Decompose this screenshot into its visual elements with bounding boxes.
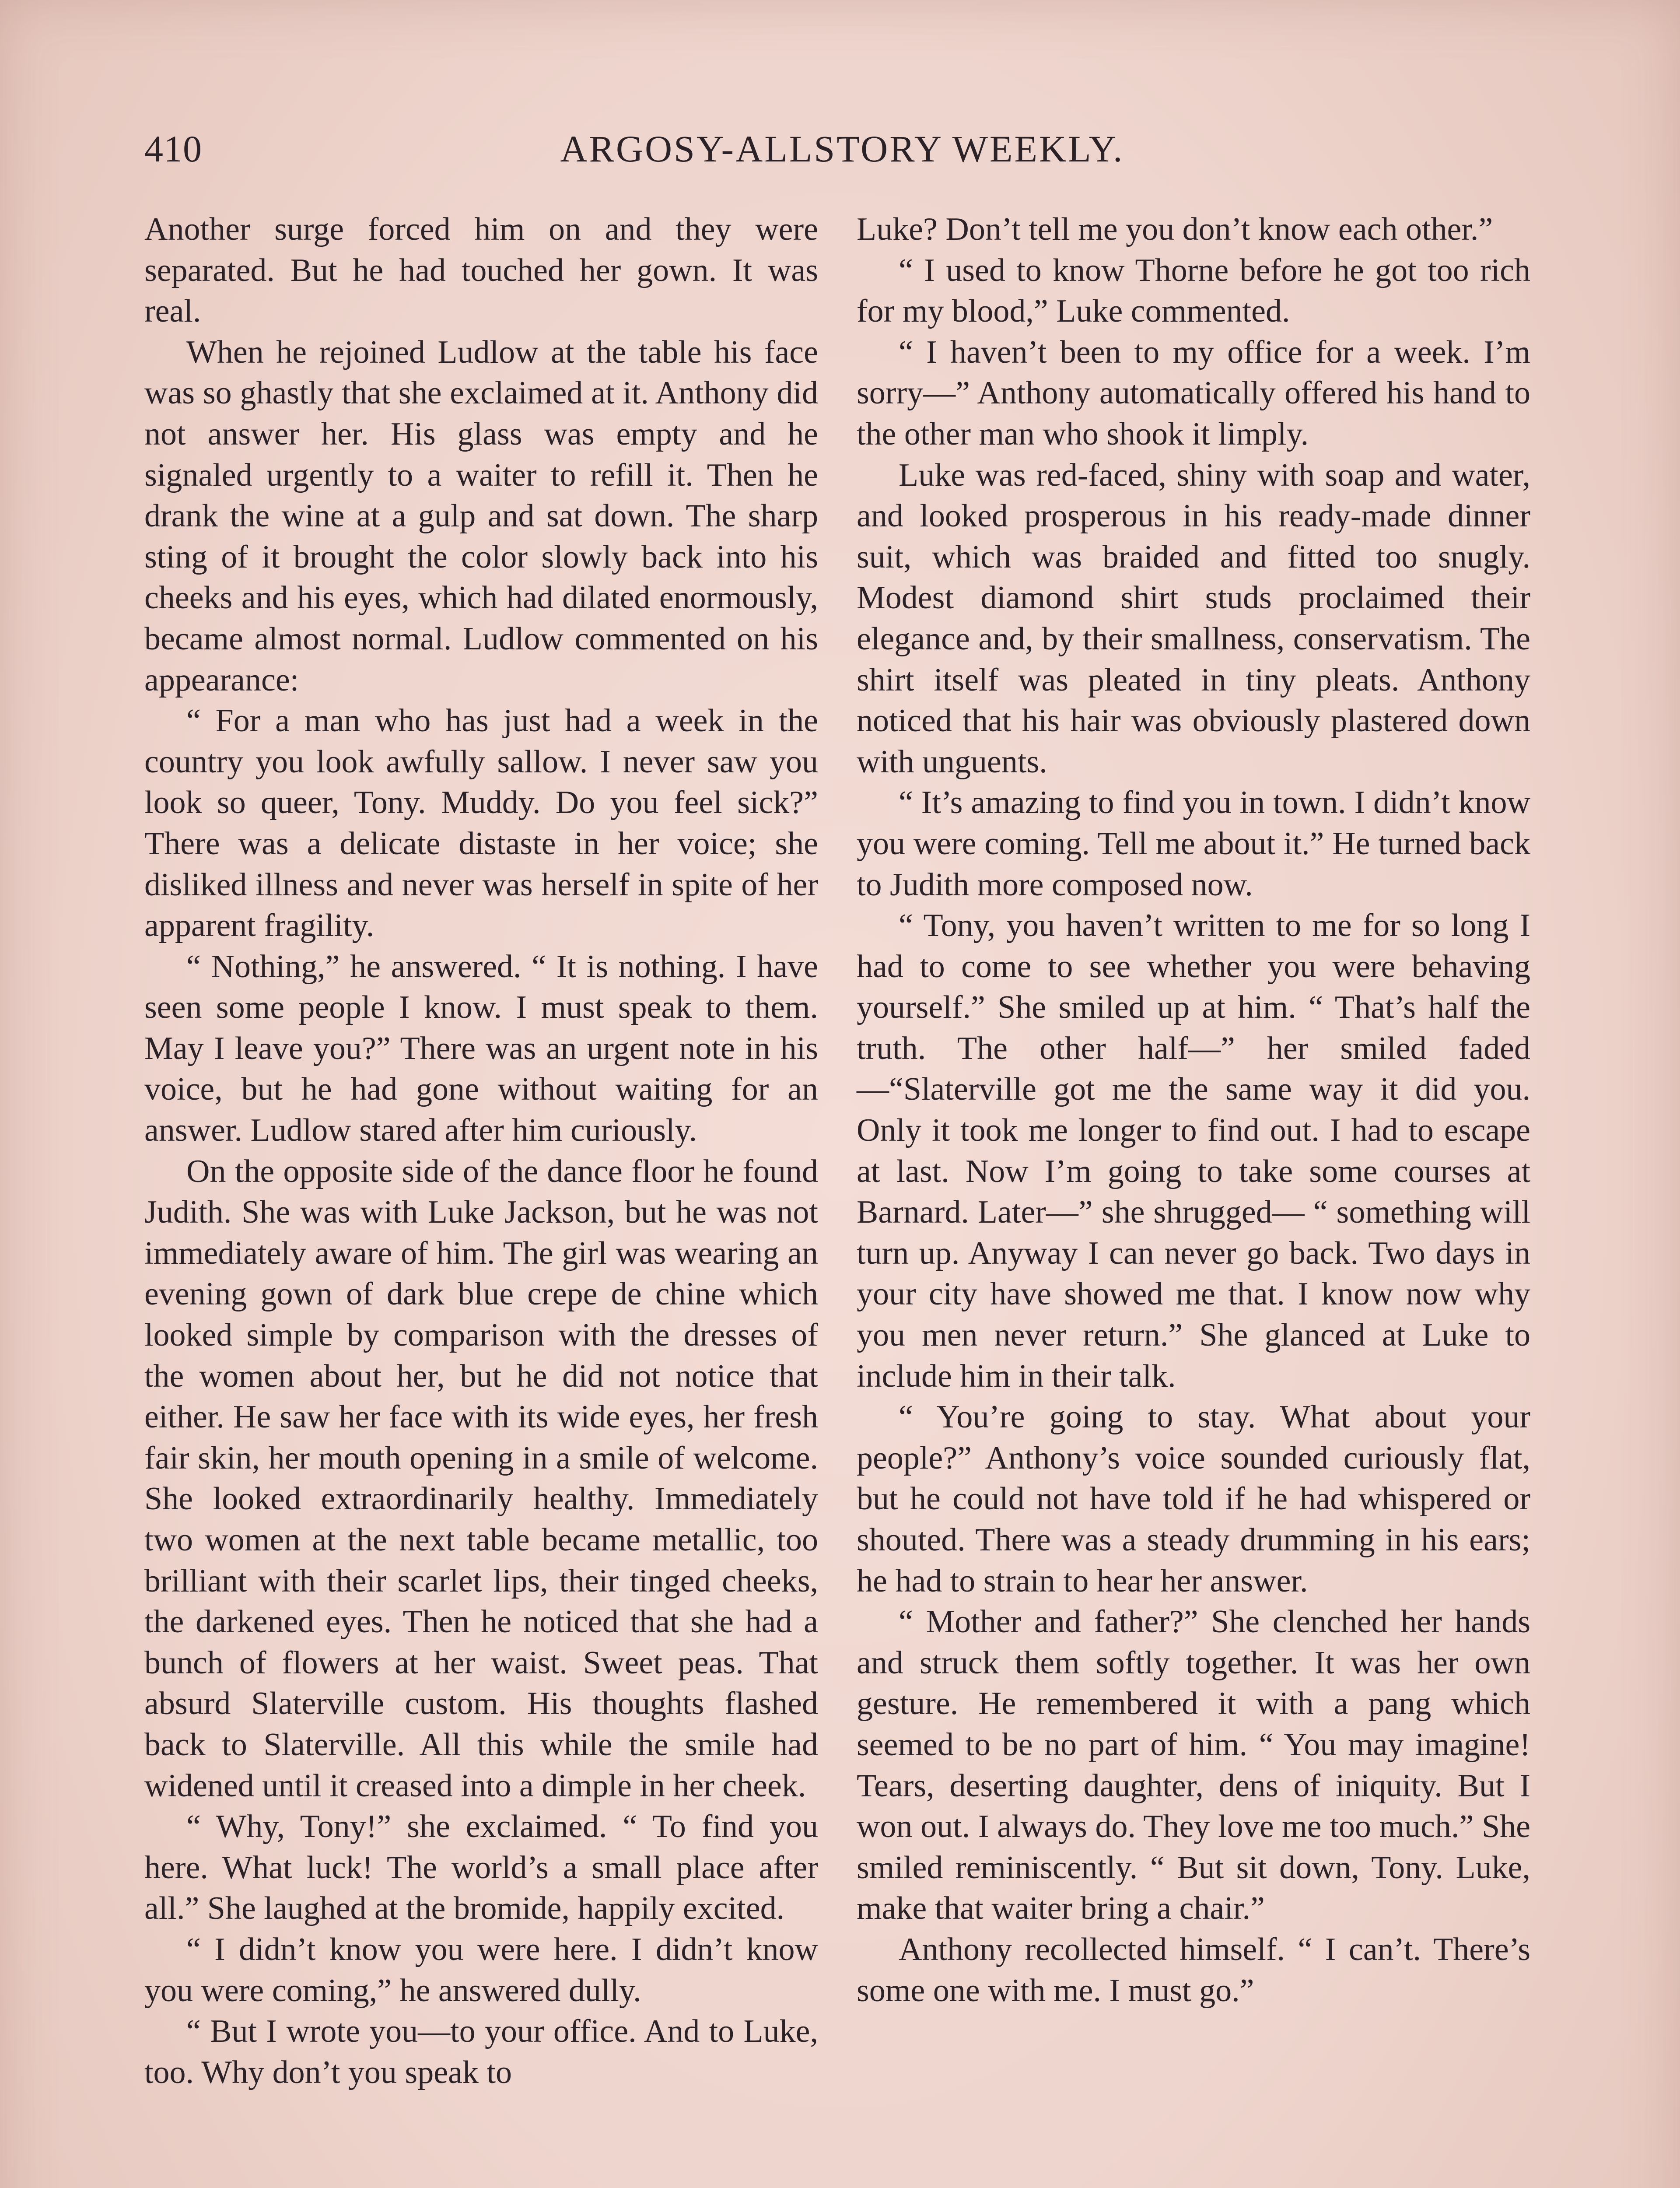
paragraph: “ Nothing,” he answered. “ It is nothing. I have seen some people I know. I must speak to them. May I leave you?” There was an urgent note in his voice, but he had gone without waiting for an answer. Ludlow stared after him curiously. <box>144 948 818 1149</box>
paragraph: “ It’s amazing to find you in town. I didn’t know you were coming. Tell me about it.” He turned back to Judith more composed now. <box>857 785 1530 903</box>
paragraph: When he rejoined Ludlow at the table his face was so ghastly that she exclaimed at it. Anthony did not answer her. His glass was empty and he signaled urgently to a waiter to refill it. Then he drank the wine at a gulp and sat down. The sharp sting of it brought the color slowly back into his cheeks and his eyes, which had dilated enormously, became almost normal. Ludlow commented on his appearance: <box>144 334 818 698</box>
paragraph: “ You’re going to stay. What about your people?” Anthony’s voice sounded curiously flat, but he could not have told if he had whispered or shouted. There was a steady drumming in his ears; he had to strain to hear her answer. <box>857 1399 1530 1599</box>
paragraph: “ For a man who has just had a week in the country you look awfully sallow. I never saw you look so queer, Tony. Muddy. Do you feel sick?” There was a delicate distaste in her voice; she disliked illness and never was herself in spite of her apparent fragility. <box>144 703 818 944</box>
paragraph: “ I didn’t know you were here. I didn’t know you were coming,” he answered dully. <box>144 1931 818 2009</box>
paragraph: “ I used to know Thorne before he got too rich for my blood,” Luke commented. <box>857 252 1530 330</box>
paragraph: Another surge forced him on and they were separated. But he had touched her gown. It was real. <box>144 211 818 330</box>
paragraph: Luke? Don’t tell me you don’t know each other.” <box>857 211 1493 247</box>
paragraph: “ I haven’t been to my office for a week. I’m sorry—” Anthony automatically offered his hand to the other man who shook it limply. <box>857 334 1530 452</box>
left-column <box>144 209 818 2093</box>
right-column <box>857 209 1530 2011</box>
paragraph: “ But I wrote you—to your office. And to Luke, too. Why don’t you speak to <box>144 2013 818 2090</box>
paragraph: “ Tony, you haven’t written to me for so long I had to come to see whether you were behaving yourself.” She smiled up at him. “ That’s half the truth. The other half—” her smiled faded—“Slaterville got me the same way it did you. Only it took me longer to find out. I had to escape at last. Now I’m going to take some courses at Barnard. Later—” she shrugged— “ something will turn up. Anyway I can never go back. Two days in your city have showed me that. I know now why you men never return.” She glanced at Luke to include him in their talk. <box>857 908 1530 1394</box>
paragraph: “ Why, Tony!” she exclaimed. “ To find you here. What luck! The world’s a small place after all.” She laughed at the bromide, happily excited. <box>144 1809 818 1927</box>
paragraph: “ Mother and father?” She clenched her hands and struck them softly together. It was her own gesture. He remembered it with a pang which seemed to be no part of him. “ You may imagine! Tears, deserting daughter, dens of iniquity. But I won out. I always do. They love me too much.” She smiled reminiscently. “ But sit down, Tony. Luke, make that waiter bring a chair.” <box>857 1604 1530 1927</box>
paragraph: Luke was red-faced, shiny with soap and water, and looked prosperous in his ready-made dinner suit, which was braided and fitted too snugly. Modest diamond shirt studs proclaimed their elegance and, by their smallness, conservatism. The shirt itself was pleated in tiny pleats. Anthony noticed that his hair was obviously plastered down with unguents. <box>857 457 1530 780</box>
paragraph: On the opposite side of the dance floor he found Judith. She was with Luke Jackson, but he was not immediately aware of him. The girl was wearing an evening gown of dark blue crepe de chine which looked simple by comparison with the dresses of the women about her, but he did not notice that either. He saw her face with its wide eyes, her fresh fair skin, her mouth opening in a smile of welcome. She looked extraordinarily healthy. Immediately two women at the next table became metallic, too brilliant with their scarlet lips, their tinged cheeks, the darkened eyes. Then he noticed that she had a bunch of flowers at her waist. Sweet peas. That absurd Slaterville custom. His thoughts flashed back to Slaterville. All this while the smile had widened until it creased into a dimple in her cheek. <box>144 1153 818 1804</box>
paragraph: Anthony recollected himself. “ I can’t. There’s some one with me. I must go.” <box>857 1931 1530 2009</box>
running-head <box>144 127 1540 184</box>
magazine-title: ARGOSY-ALLSTORY WEEKLY. <box>560 128 1124 170</box>
page-number: 410 <box>144 128 202 170</box>
